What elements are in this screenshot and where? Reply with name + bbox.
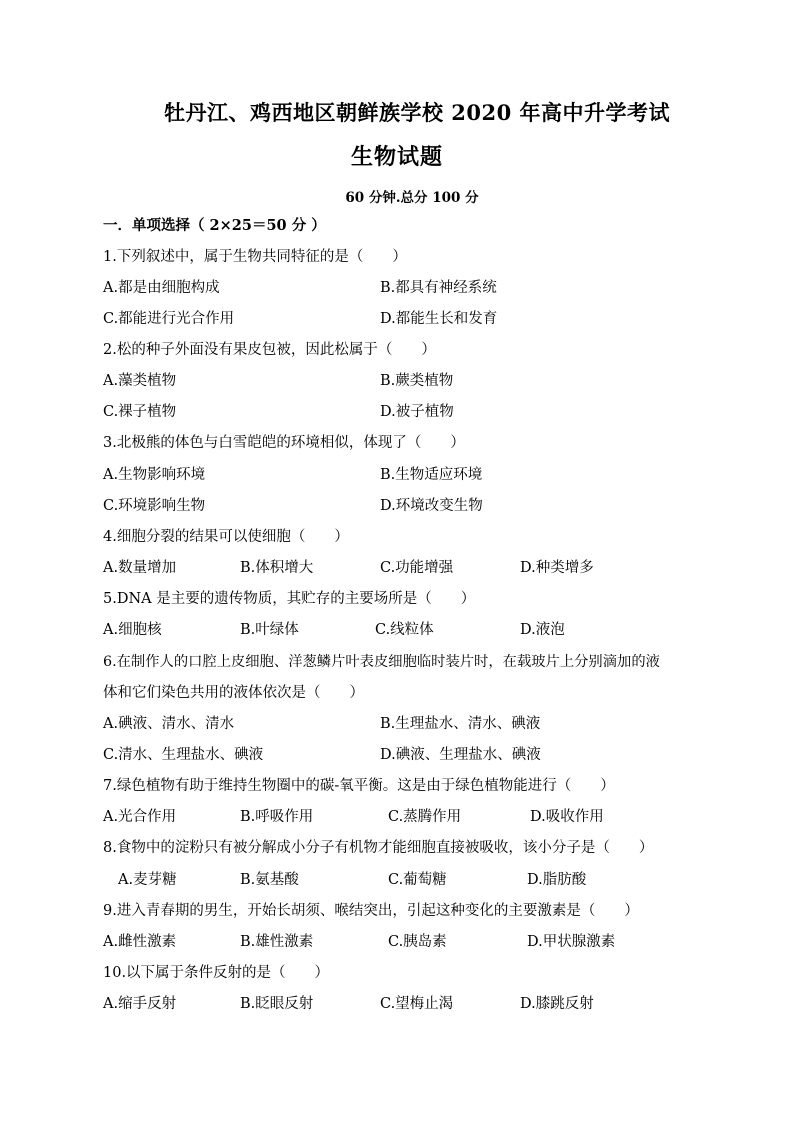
option-9b: B.雄性激素 xyxy=(240,934,314,950)
option-7d: D.吸收作用 xyxy=(530,809,604,825)
option-4d: D.种类增多 xyxy=(520,560,594,576)
option-10a: A.缩手反射 xyxy=(103,996,177,1012)
question-stem-10: 10.以下属于条件反射的是（ ） xyxy=(103,965,330,981)
option-5c: C.线粒体 xyxy=(375,622,434,638)
option-3c: C.环境影响生物 xyxy=(103,498,206,514)
section-heading: 一．单项选择（ 2×25＝50 分 ） xyxy=(103,217,326,234)
option-2d: D.被子植物 xyxy=(380,404,454,420)
question-stem-5: 5.DNA 是主要的遗传物质，其贮存的主要场所是（ ） xyxy=(103,591,476,607)
option-6c: C.清水、生理盐水、碘液 xyxy=(103,747,264,763)
option-4a: A.数量增加 xyxy=(103,560,177,576)
option-3a: A.生物影响环境 xyxy=(103,467,206,483)
option-2b: B.蕨类植物 xyxy=(380,373,454,389)
option-1a: A.都是由细胞构成 xyxy=(103,280,220,296)
option-8d: D.脂肪酸 xyxy=(527,872,587,888)
exam-title: 牡丹江、鸡西地区朝鲜族学校 2020 年高中升学考试 xyxy=(163,100,671,125)
option-7b: B.呼吸作用 xyxy=(240,809,314,825)
option-8c: C.葡萄糖 xyxy=(388,872,447,888)
question-stem-8: 8.食物中的淀粉只有被分解成小分子有机物才能细胞直接被吸收，该小分子是（ ） xyxy=(103,840,654,856)
option-10c: C.望梅止渴 xyxy=(380,996,454,1012)
option-9d: D.甲状腺激素 xyxy=(527,934,616,950)
option-2a: A.藻类植物 xyxy=(103,373,177,389)
option-3d: D.环境改变生物 xyxy=(380,498,483,514)
option-10d: D.膝跳反射 xyxy=(520,996,594,1012)
option-5d: D.液泡 xyxy=(520,622,565,638)
exam-duration: 60 分钟.总分 100 分 xyxy=(345,190,479,206)
question-stem-3: 3.北极熊的体色与白雪皑皑的环境相似，体现了（ ） xyxy=(103,435,465,451)
option-9a: A.雌性激素 xyxy=(103,934,177,950)
option-9c: C.胰岛素 xyxy=(388,934,447,950)
option-10b: B.眨眼反射 xyxy=(240,996,314,1012)
option-6d: D.碘液、生理盐水、碘液 xyxy=(380,747,541,763)
question-stem-2: 2.松的种子外面没有果皮包被，因此松属于（ ） xyxy=(103,342,436,358)
option-8a: A.麦芽糖 xyxy=(118,872,177,888)
question-stem-6: 6.在制作人的口腔上皮细胞、洋葱鳞片叶表皮细胞临时装片时，在载玻片上分别滴加的液 xyxy=(103,654,660,670)
option-7a: A.光合作用 xyxy=(103,809,177,825)
option-5a: A.细胞核 xyxy=(103,622,162,638)
option-1d: D.都能生长和发育 xyxy=(380,311,498,327)
option-6b: B.生理盐水、清水、碘液 xyxy=(380,716,541,732)
subject-title: 生物试题 xyxy=(350,144,443,170)
question-stem-4: 4.细胞分裂的结果可以使细胞（ ） xyxy=(103,529,349,545)
option-3b: B.生物适应环境 xyxy=(380,467,483,483)
option-2c: C.裸子植物 xyxy=(103,404,177,420)
option-7c: C.蒸腾作用 xyxy=(388,809,462,825)
question-stem-9: 9.进入青春期的男生，开始长胡须、喉结突出，引起这种变化的主要激素是（ ） xyxy=(103,903,639,919)
option-6a: A.碘液、清水、清水 xyxy=(103,716,235,732)
question-stem-6-cont: 体和它们染色共用的液体依次是（ ） xyxy=(103,685,364,701)
option-8b: B.氨基酸 xyxy=(240,872,299,888)
option-1b: B.都具有神经系统 xyxy=(380,280,497,296)
question-stem-7: 7.绿色植物有助于维持生物圈中的碳-氧平衡。这是由于绿色植物能进行（ ） xyxy=(103,778,615,794)
option-4c: C.功能增强 xyxy=(380,560,454,576)
option-1c: C.都能进行光合作用 xyxy=(103,311,235,327)
question-stem-1: 1.下列叙述中，属于生物共同特征的是（ ） xyxy=(103,249,407,265)
option-4b: B.体积增大 xyxy=(240,560,314,576)
option-5b: B.叶绿体 xyxy=(240,622,299,638)
